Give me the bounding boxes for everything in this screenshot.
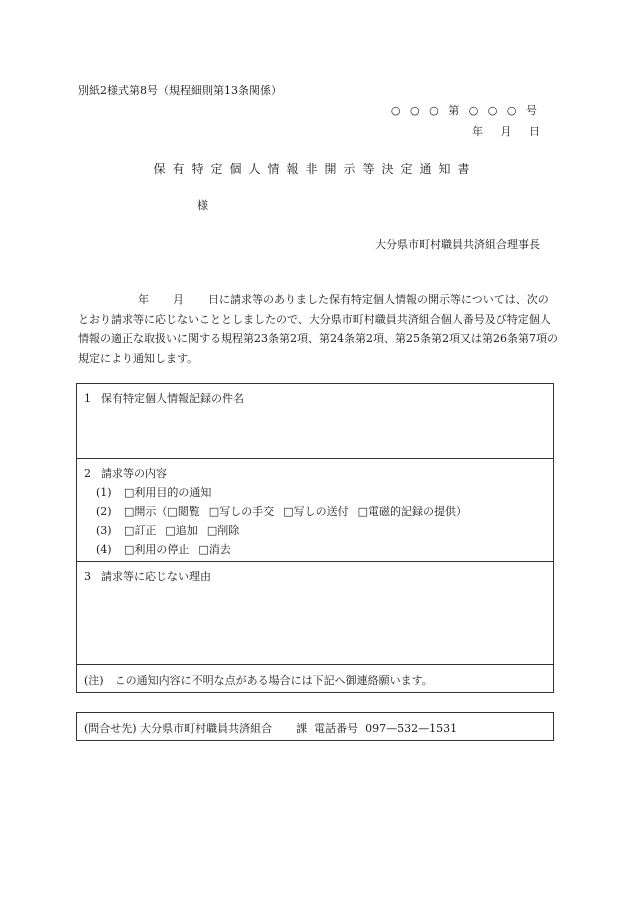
checkbox-option: □利用目的の通知 [124,486,212,499]
body-year: 年 [138,293,149,306]
checkbox-option: □訂正 [124,524,157,537]
request-item: (2) □開示（□閲覧 □写しの手交 □写しの送付 □電磁的記録の提供） [96,505,468,518]
contact-label: (問合せ先) 大分県市町村職員共済組合 [84,722,273,735]
body-line1: 日に請求等のありました保有特定個人情報の開示等については、 [208,293,527,306]
phone-number: 097—532—1531 [365,722,458,735]
document-title: 保有特定個人情報非開示等決定通知書 [153,162,477,176]
document-date: 年 月 日 [472,125,540,138]
checkbox-option: □消去 [198,543,231,556]
document-number: ○ ○ ○ 第 ○ ○ ○ 号 [390,104,540,117]
checkbox-option: □写しの手交 [208,505,275,518]
table-row-reason [77,561,553,665]
request-item: (4) □利用の停止 □消去 [96,543,231,556]
checkbox-option: □利用の停止 [124,543,190,556]
body-rest: 次のとおり請求等に応じないこととしましたので、大分県市町村職員共済組合個人番号及び特定個人情報の適正な取扱いに関する規程第23条第2項、第24条第2項、第25条第2項又は第26条第7項の規定により通知します。 [78,293,558,365]
table-row-request-content [77,458,553,562]
issuer-name: 大分県市町村職員共済組合理事長 [375,238,540,251]
body-month: 月 [173,293,184,306]
checkbox-option: □開示（□閲覧 [124,505,200,518]
table-row-subject [77,384,553,458]
table-row-note [77,664,553,693]
contact-section: 課 [296,722,308,735]
contact-box [76,712,554,741]
checkbox-option: □削除 [206,524,240,537]
row-label: 保有特定個人情報記録の件名 [101,392,244,405]
phone-label: 電話番号 [314,722,359,735]
checkbox-option: □追加 [165,524,198,537]
row-number: 2 [84,467,91,480]
request-item: (1) □利用目的の通知 [96,486,212,499]
checkbox-option: □写しの送付 [283,505,349,518]
row-label: 請求等に応じない理由 [101,570,211,583]
row-number: 3 [84,570,91,583]
form-label: 別紙2様式第8号（規程細則第13条関係） [78,84,282,97]
note-text: (注) この通知内容に不明な点がある場合には下記へ御連絡願います。 [84,674,433,687]
body-paragraph [78,290,558,368]
row-number: 1 [84,392,91,405]
checkbox-option: □電磁的記録の提供） [357,505,468,518]
row-label: 請求等の内容 [101,467,167,480]
request-item: (3) □訂正 □追加 □削除 [96,524,240,537]
recipient-label: 様 [197,199,208,212]
notice-table [76,383,554,693]
